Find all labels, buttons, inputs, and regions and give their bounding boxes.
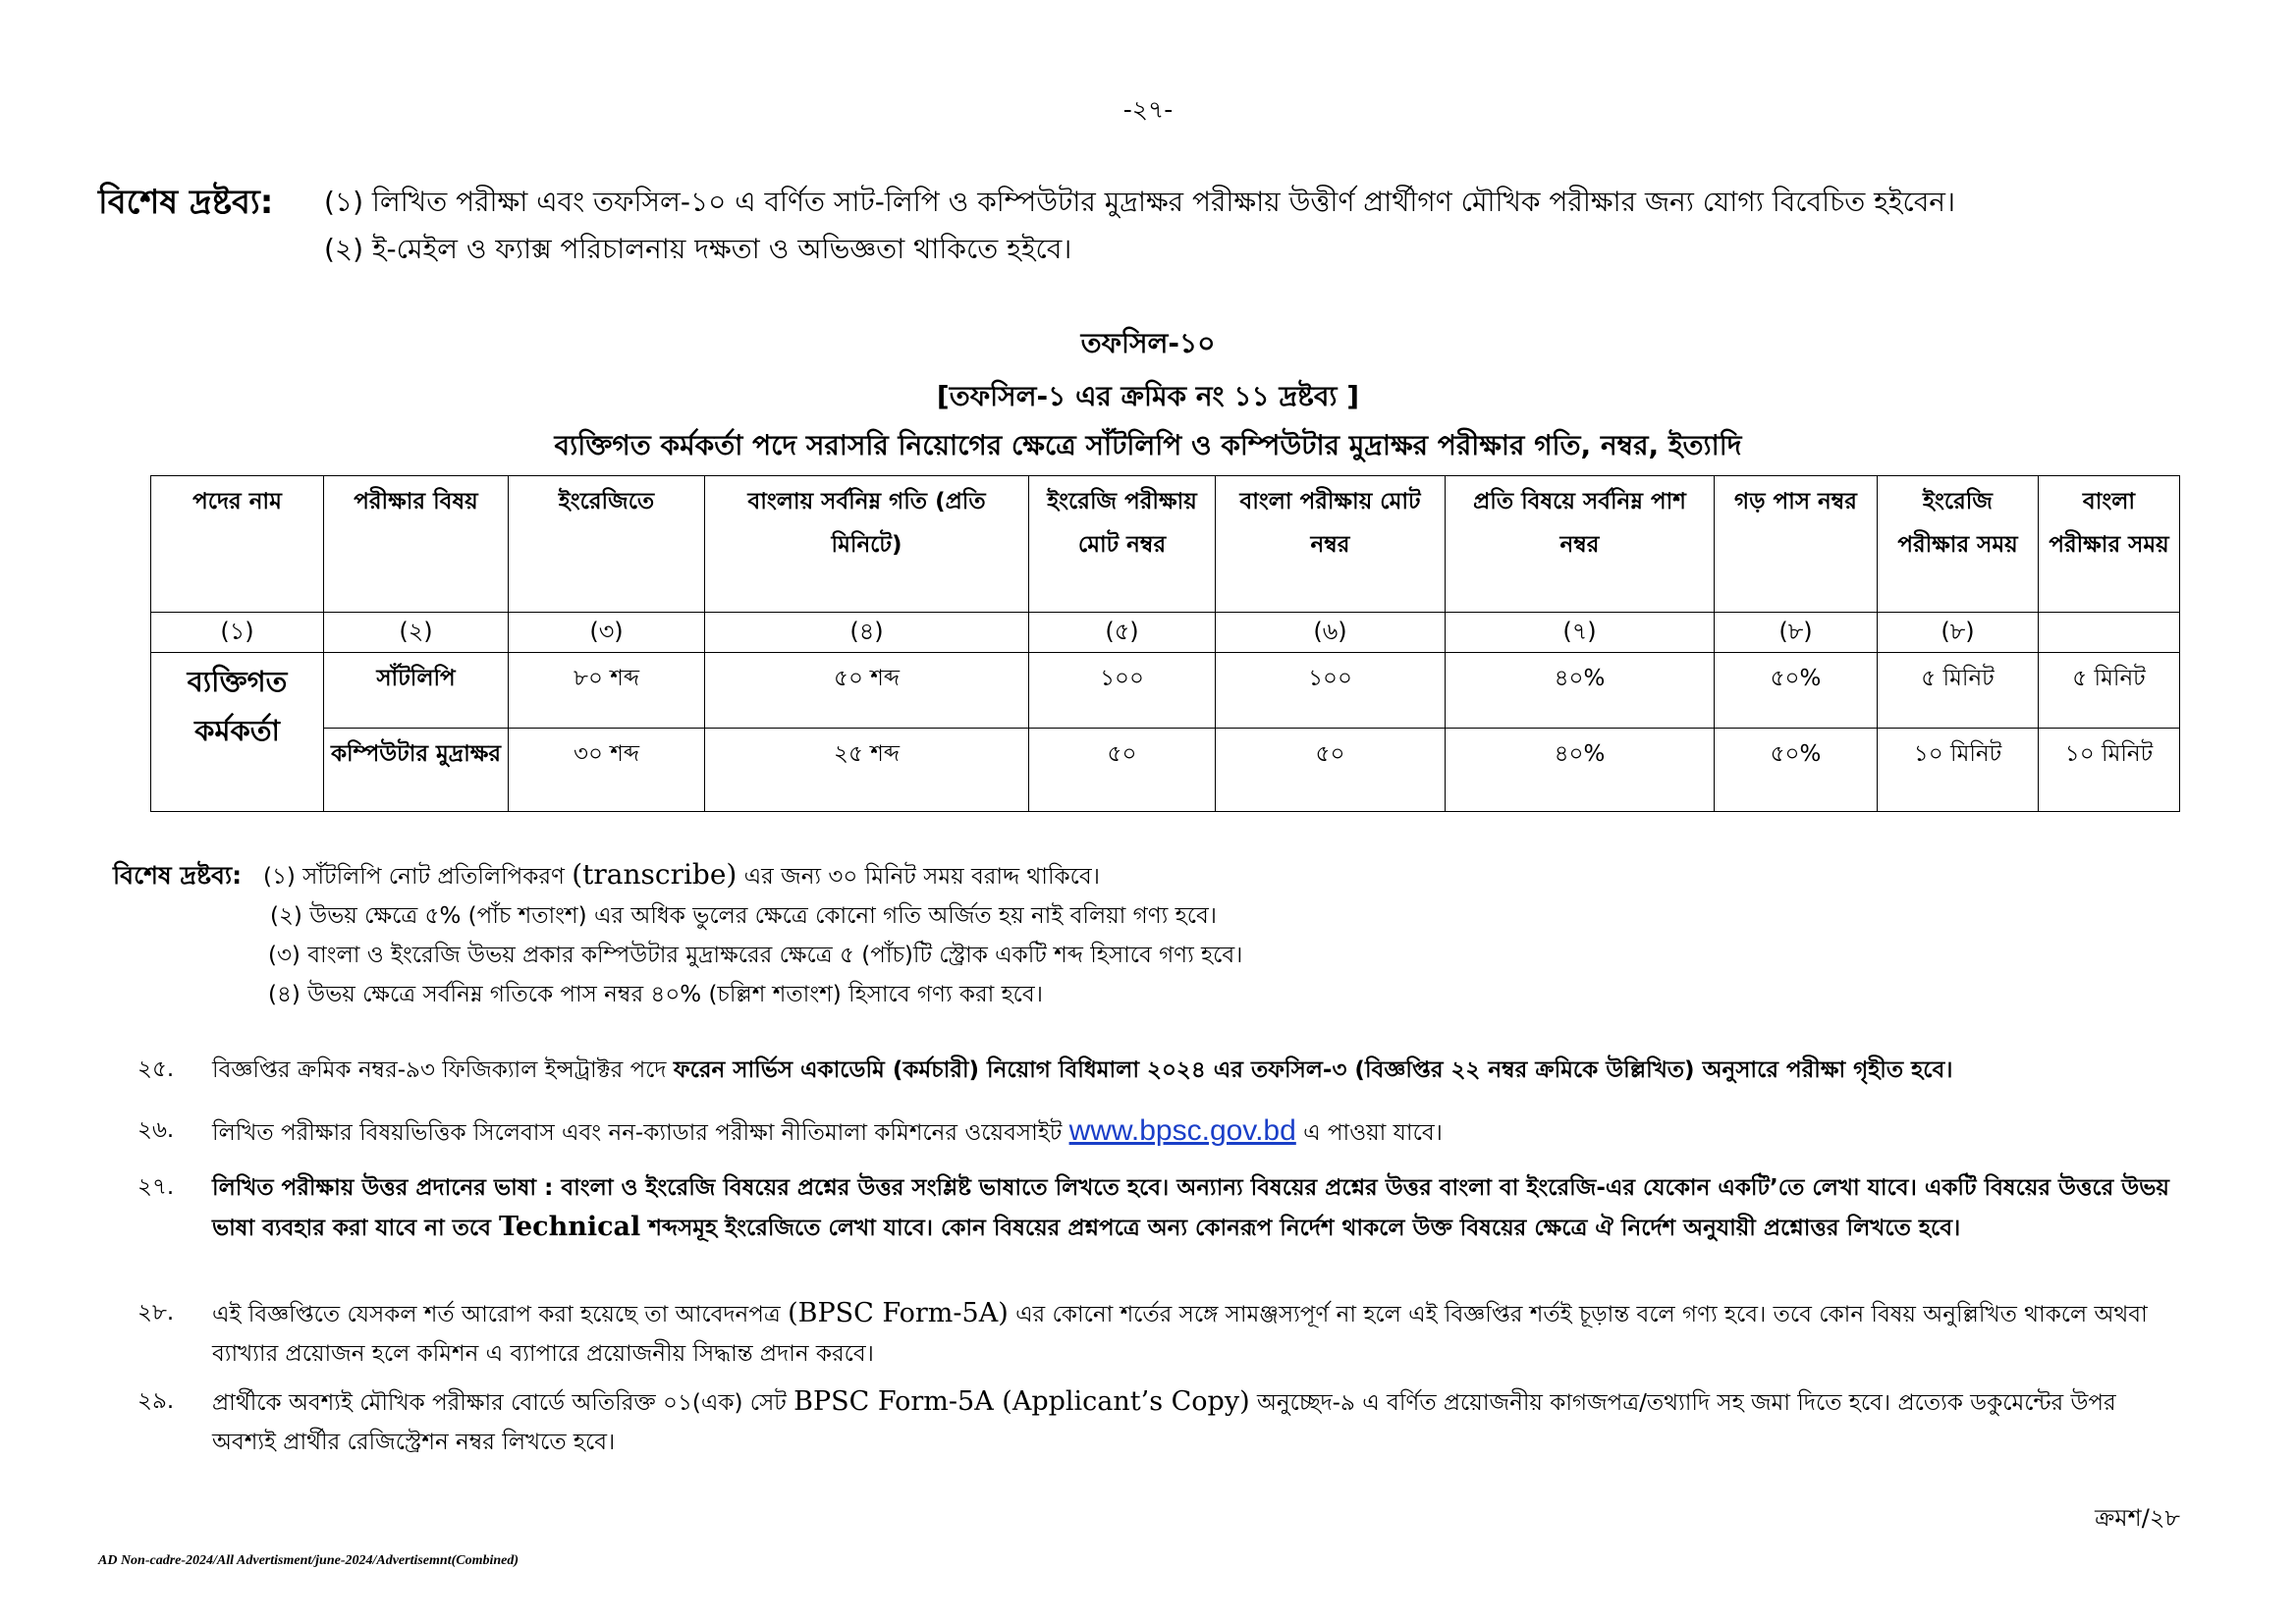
table-row: [151, 653, 2180, 729]
table-cell: ৫০%: [1715, 729, 1878, 812]
header-cell: পদের নাম: [151, 476, 324, 613]
clause-plain-text: এর কোনো শর্তের সঙ্গে সামঞ্জস্যপূর্ণ না হলে এই বিজ্ঞপ্তির শর্তই চূড়ান্ত বলে গণ্য হবে। তবে কোন বিষয় অনুল্লিখিত থাকলে অথবা ব্যাখ্যার প্রয়োজন হলে কমিশন এ ব্যাপারে প্রয়োজনীয় সিদ্ধান্ত প্রদান করবে।: [212, 1302, 2148, 1367]
column-number: (৮): [1878, 613, 2039, 653]
table-cell: ৮০ শব্দ: [509, 653, 705, 729]
table-cell: ৫ মিনিট: [2039, 653, 2180, 729]
clause-form-name: (BPSC Form-5A): [788, 1298, 1009, 1328]
note-english-word: (transcribe): [572, 858, 738, 891]
note-text: এর জন্য ৩০ মিনিট সময় বরাদ্দ থাকিবে।: [743, 864, 1100, 890]
header-cell: বাংলায় সর্বনিম্ন গতি (প্রতি মিনিটে): [705, 476, 1029, 613]
table-cell: ৫০%: [1715, 653, 1878, 729]
column-number: (৮): [1715, 613, 1878, 653]
clause-bold-text: ফরেন সার্ভিস একাডেমি (কর্মচারী) নিয়োগ বিধিমালা ২০২৪ এর তফসিল-৩ (বিজ্ঞপ্তির ২২ নম্বর ক্রমিকে উল্লিখিত) অনুসারে পরীক্ষা গৃহীত হবে।: [673, 1057, 1953, 1083]
clause-text: [212, 1168, 2186, 1248]
post-name-cell: ব্যক্তিগত কর্মকর্তা: [151, 653, 324, 812]
column-number-row: [151, 613, 2180, 653]
table-cell: কম্পিউটার মুদ্রাক্ষর: [324, 729, 509, 812]
schedule-table: [150, 475, 2180, 812]
table-cell: ১০০: [1216, 653, 1446, 729]
clause-text: [212, 1294, 2186, 1374]
header-cell: গড় পাস নম্বর: [1715, 476, 1878, 613]
column-number: [2039, 613, 2180, 653]
clause-plain-text: এই বিজ্ঞপ্তিতে যেসকল শর্ত আরোপ করা হয়েছে তা আবেদনপত্র: [212, 1302, 781, 1327]
header-cell: ইংরেজি পরীক্ষায় মোট নম্বর: [1029, 476, 1216, 613]
column-number: (৬): [1216, 613, 1446, 653]
header-cell: বাংলা পরীক্ষার সময়: [2039, 476, 2180, 613]
page-number: -২৭-: [1122, 95, 1174, 124]
table-note-line-2: (২) উভয় ক্ষেত্রে ৫% (পাঁচ শতাংশ) এর অধিক ভুলের ক্ষেত্রে কোনো গতি অর্জিত হয় নাই বলিয়া গণ্য হবে।: [270, 903, 1217, 929]
clause-text: [212, 1051, 2186, 1090]
clause-plain-text: বিজ্ঞপ্তির ক্রমিক নম্বর-৯৩ ফিজিক্যাল ইন্সট্রাক্টর পদে: [212, 1057, 667, 1083]
top-note-line-2: (২) ই-মেইল ও ফ্যাক্স পরিচালনায় দক্ষতা ও অভিজ্ঞতা থাকিতে হইবে।: [324, 233, 1072, 265]
column-number: (৭): [1446, 613, 1715, 653]
table-cell: ৫০ শব্দ: [705, 653, 1029, 729]
schedule-title: তফসিল-১০: [1080, 327, 1216, 359]
table-cell: ১০ মিনিট: [2039, 729, 2180, 812]
column-number: (৪): [705, 613, 1029, 653]
table-cell: ৪০%: [1446, 729, 1715, 812]
clause-number: ২৫.: [137, 1056, 175, 1082]
header-cell: পরীক্ষার বিষয়: [324, 476, 509, 613]
clause-number: ২৯.: [137, 1388, 175, 1414]
schedule-subtitle: [তফসিল-১ এর ক্রমিক নং ১১ দ্রষ্টব্য ]: [936, 380, 1360, 412]
table-row: [151, 729, 2180, 812]
table-cell: ৫ মিনিট: [1878, 653, 2039, 729]
clause-number: ২৭.: [137, 1174, 175, 1200]
table-cell: ৩০ শব্দ: [509, 729, 705, 812]
table-note-line-1: [263, 858, 1100, 896]
continued-marker: ক্রমশ/২৮: [2095, 1504, 2180, 1532]
note-text: (১) সাঁটলিপি নোট প্রতিলিপিকরণ: [263, 864, 565, 890]
column-number: (২): [324, 613, 509, 653]
header-cell: ইংরেজি পরীক্ষার সময়: [1878, 476, 2039, 613]
table-header-row: [151, 476, 2180, 613]
clause-form-name: BPSC Form-5A (Applicant’s Copy): [793, 1386, 1250, 1417]
clause-plain-text: প্রার্থীকে অবশ্যই মৌখিক পরীক্ষার বোর্ডে অতিরিক্ত ০১(এক) সেট: [212, 1390, 787, 1416]
top-note-line-1: (১) লিখিত পরীক্ষা এবং তফসিল-১০ এ বর্ণিত সাট-লিপি ও কম্পিউটার মুদ্রাক্ষর পরীক্ষায় উত্তীর্ণ প্রার্থীগণ মৌখিক পরীক্ষার জন্য যোগ্য বিবেচিত হইবেন।: [324, 186, 1956, 218]
clause-text: [212, 1111, 2186, 1153]
clause-bold-text: লিখিত পরীক্ষায় উত্তর প্রদানের ভাষা : বাংলা ও ইংরেজি বিষয়ের প্রশ্নের উত্তর সংশ্লিষ্ট ভাষাতে লিখতে হবে। অন্যান্য বিষয়ের প্রশ্নের উত্তর বাংলা বা ইংরেজি-এর যেকোন একটি’তে লেখা যাবে। একটি বিষয়ের উত্তরে উভয় ভাষা ব্যবহার করা যাবে না তবে: [212, 1175, 2169, 1241]
header-cell: প্রতি বিষয়ে সর্বনিম্ন পাশ নম্বর: [1446, 476, 1715, 613]
clause-number: ২৬.: [137, 1117, 175, 1143]
table-cell: ১০ মিনিট: [1878, 729, 2039, 812]
top-note-label: বিশেষ দ্রষ্টব্য:: [98, 183, 274, 222]
clause-plain-text: অনুচ্ছেদ-৯ এ বর্ণিত প্রয়োজনীয় কাগজপত্র/তথ্যাদি সহ জমা দিতে হবে। প্রত্যেক ডকুমেন্টের উপর অবশ্যই প্রার্থীর রেজিস্ট্রেশন নম্বর লিখতে হবে।: [212, 1390, 2116, 1455]
clause-number: ২৮.: [137, 1300, 175, 1326]
table-cell: ৫০: [1029, 729, 1216, 812]
column-number: (৫): [1029, 613, 1216, 653]
table-cell: সাঁটলিপি: [324, 653, 509, 729]
table-cell: ২৫ শব্দ: [705, 729, 1029, 812]
header-cell: ইংরেজিতে: [509, 476, 705, 613]
clause-plain-text: লিখিত পরীক্ষার বিষয়ভিত্তিক সিলেবাস এবং নন-ক্যাডার পরীক্ষা নীতিমালা কমিশনের ওয়েবসাইট: [212, 1120, 1063, 1146]
bpsc-website-link[interactable]: www.bpsc.gov.bd: [1068, 1114, 1296, 1147]
document-footer: AD Non-cadre-2024/All Advertisment/june-2024/Advertisemnt(Combined): [98, 1553, 519, 1568]
column-number: (৩): [509, 613, 705, 653]
table-note-line-4: (৪) উভয় ক্ষেত্রে সর্বনিম্ন গতিকে পাস নম্বর ৪০% (চল্লিশ শতাংশ) হিসাবে গণ্য করা হবে।: [268, 982, 1043, 1007]
clause-plain-text: এ পাওয়া যাবে।: [1303, 1120, 1443, 1146]
clause-bold-text: শব্দসমূহ ইংরেজিতে লেখা যাবে। কোন বিষয়ের প্রশ্নপত্রে অন্য কোনরূপ নির্দেশ থাকলে উক্ত বিষয়ের ক্ষেত্রে ঐ নির্দেশ অনুযায়ী প্রশ্নোত্তর লিখতে হবে।: [648, 1216, 1961, 1241]
clause-english-word: Technical: [498, 1212, 641, 1242]
table-cell: ৫০: [1216, 729, 1446, 812]
clause-text: [212, 1382, 2186, 1462]
table-cell: ১০০: [1029, 653, 1216, 729]
header-cell: বাংলা পরীক্ষায় মোট নম্বর: [1216, 476, 1446, 613]
schedule-caption: ব্যক্তিগত কর্মকর্তা পদে সরাসরি নিয়োগের ক্ষেত্রে সাঁটলিপি ও কম্পিউটার মুদ্রাক্ষর পরীক্ষার গতি, নম্বর, ইত্যাদি: [554, 429, 1742, 461]
table-note-line-3: (৩) বাংলা ও ইংরেজি উভয় প্রকার কম্পিউটার মুদ্রাক্ষরের ক্ষেত্রে ৫ (পাঁচ)টি স্ট্রোক একটি শব্দ হিসাবে গণ্য হবে।: [268, 943, 1243, 968]
table-note-label: বিশেষ দ্রষ্টব্য:: [113, 861, 243, 890]
table-cell: ৪০%: [1446, 653, 1715, 729]
column-number: (১): [151, 613, 324, 653]
